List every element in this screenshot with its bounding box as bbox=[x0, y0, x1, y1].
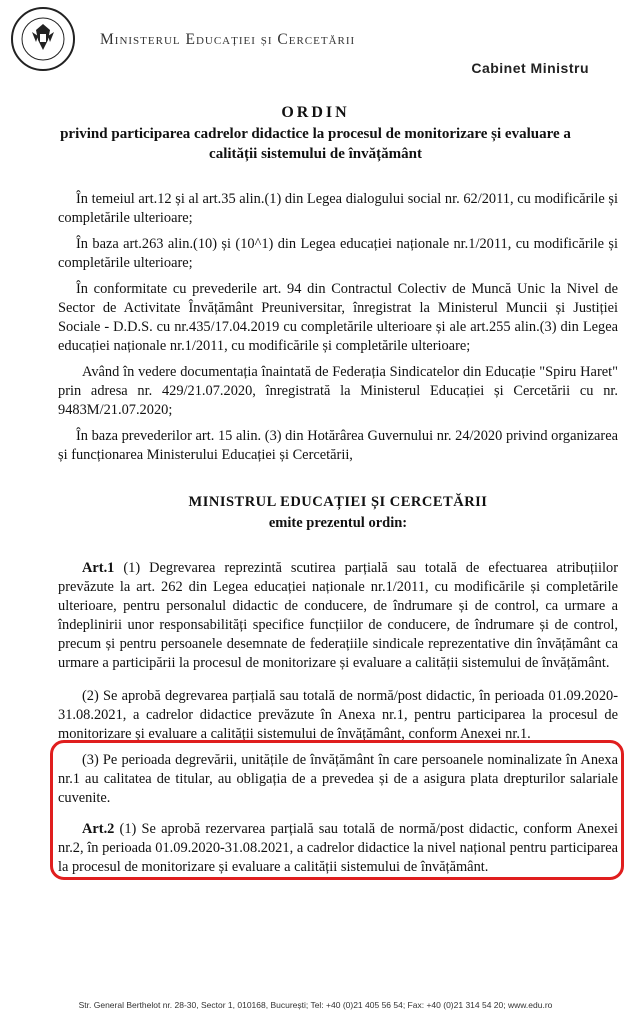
document-subtitle: privind participarea cadrelor didactice la procesul de monitorizare și evaluare a calității sistemului de învățământ bbox=[60, 126, 571, 162]
article-1-text: (1) Degrevarea reprezintă scutirea parțială sau totală de efectuarea atribuțiilor prevăzute la art. 262 din Legea educației naționale nr.1/2011, cu modificările și completările ulterioare, pentru personalul didactic de conducere, de îndrumare și de control, ca urmare a îndeplinirii unor responsabilități specifice funcțiilor de conducere, de îndrumare și de control, precum și pentru persoanele desemnate de federațiile sindicale reprezentative din învățământ ca urmare a participării la procesul de monitorizare și evaluare a calității sistemului de învățământ. bbox=[58, 560, 618, 671]
article-1-paragraph-3: (3) Pe perioada degrevării, unitățile de învățământ în care persoanele nominalizate în Anexa nr.1 au calitatea de titular, au obligația de a prevedea și de a asigura plata drepturilor salariale cuvenite. bbox=[58, 752, 618, 806]
cabinet-label: Cabinet Ministru bbox=[471, 60, 589, 76]
preamble-paragraph: Având în vedere documentația înaintată de Federația Sindicatelor din Educație "Spiru Haret" prin adresa nr. 429/21.07.2020, înregistrată la Ministerul Educației și Cercetării cu nr. 9483M/21.07.2020; bbox=[58, 364, 618, 418]
article-1-label: Art.1 bbox=[82, 560, 115, 576]
letterhead bbox=[0, 0, 631, 80]
footer-address: Str. General Berthelot nr. 28-30, Sector 1, 010168, București; Tel: +40 (0)21 405 56 54; Fax: +40 (0)21 314 54 20; www.edu.ro bbox=[78, 1000, 553, 1010]
article-1-paragraph-2: (2) Se aprobă degrevarea parțială sau totală de normă/post didactic, în perioada 01.09.2020-31.08.2021, a cadrelor didactice prevăzute în Anexa nr.1, pentru participarea la procesul de monitorizare și evaluare a calității sistemului de învățământ, conform Anexei nr.1. bbox=[58, 688, 618, 742]
preamble-paragraph: În baza art.263 alin.(10) și (10^1) din Legea educației naționale nr.1/2011, cu modificările și completările ulterioare; bbox=[58, 236, 618, 271]
document-title-block bbox=[0, 104, 631, 164]
article-1-paragraph-1 bbox=[58, 559, 618, 673]
highlight-box bbox=[50, 740, 624, 880]
article-2-label: Art.2 bbox=[82, 821, 115, 837]
preamble-paragraph: În conformitate cu prevederile art. 94 din Contractul Colectiv de Muncă Unic la Nivel de Sector de Activitate Învățământ Preuniversitar, înregistrat la Ministerul Muncii și Justiției Sociale - D.D.S. cu nr.435/17.04.2019 cu completările ulterioare și ale art.255 alin.(3) din Legea educației naționale nr.1/2011, cu modificările și completările ulterioare; bbox=[58, 281, 618, 354]
preamble-paragraph: În temeiul art.12 și al art.35 alin.(1) din Legea dialogului social nr. 62/2011, cu modificările și completările ulterioare; bbox=[58, 191, 618, 226]
ministry-name: Ministerul Educației și Cercetării bbox=[100, 31, 356, 48]
government-seal-icon bbox=[10, 6, 76, 72]
section-subtitle: emite prezentul ordin: bbox=[268, 515, 408, 531]
article-2-text: (1) Se aprobă rezervarea parțială sau totală de normă/post didactic, conform Anexei nr.2, în perioada 01.09.2020-31.08.2021, a cadrelor didactice la nivel național pentru participarea la procesul de monitorizare și evaluare a calității sistemului de învățământ. bbox=[58, 821, 618, 875]
preamble-paragraph: În baza prevederilor art. 15 alin. (3) din Hotărârea Guvernului nr. 24/2020 privind organizarea și funcționarea Ministerului Educației și Cercetării, bbox=[58, 428, 618, 463]
section-title: MINISTRUL EDUCAȚIEI ȘI CERCETĂRII bbox=[188, 494, 488, 510]
document-heading: ORDIN bbox=[281, 104, 350, 121]
